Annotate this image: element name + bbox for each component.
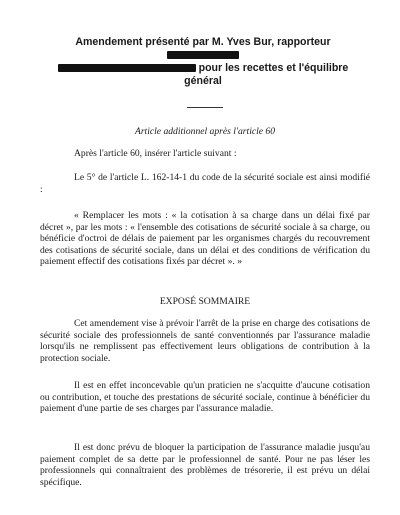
header-line-2 xyxy=(38,62,368,75)
paragraph-insert: Après l'article 60, insérer l'article suivant : xyxy=(74,148,237,159)
redacted-block xyxy=(58,64,196,72)
article-title: Article additionnel après l'article 60 xyxy=(134,126,276,137)
separator-rule xyxy=(187,107,223,108)
expose-paragraph-3: Il est donc prévu de bloquer la participation de l'assurance maladie jusqu'au paiement complet de sa dette par le professionnel de santé. Pour ne pas léser les professionnels qui connaîtraient des problèmes de trésorerie, il est prévu un délai spécifique. xyxy=(40,442,370,488)
header-line-3: général xyxy=(184,75,222,87)
header-line-2-text: pour les recettes et l'équilibre xyxy=(198,62,349,74)
header-line-1 xyxy=(38,36,368,62)
paragraph-replacement: « Remplacer les mots : « la cotisation à sa charge dans un délai fixé par décret », par les mots : « l'ensemble des cotisations de sécurité sociale à sa charge, ou bénéficie d'octroi de délais de paiement par les organismes chargés du recouvrement des cotisations de sécurité sociale, dans un délai et des conditions de vérification du paiement effectif des cotisations fixés par décret ». » xyxy=(40,210,370,268)
expose-paragraph-1: Cet amendement vise à prévoir l'arrêt de la prise en charge des cotisations de sécurité sociale des professionnels de santé conventionnés par l'assurance maladie lorsqu'ils ne remplissent pas effectivement leurs obligations de contribution à la protection sociale. xyxy=(40,318,370,364)
header-line-1-text: Amendement présenté par M. Yves Bur, rapporteur xyxy=(75,36,331,48)
redacted-block xyxy=(167,51,239,59)
expose-title: EXPOSÉ SOMMAIRE xyxy=(159,296,251,307)
amendment-header xyxy=(38,36,368,88)
expose-paragraph-2: Il est en effet inconcevable qu'un praticien ne s'acquitte d'aucune cotisation ou contribution, et touche des prestations de sécurité sociale, continue à bénéficier du paiement d'une partie de ses charges par l'assurance maladie. xyxy=(40,380,370,415)
paragraph-modification: Le 5° de l'article L. 162-14-1 du code de la sécurité sociale est ainsi modifié : xyxy=(40,172,370,195)
